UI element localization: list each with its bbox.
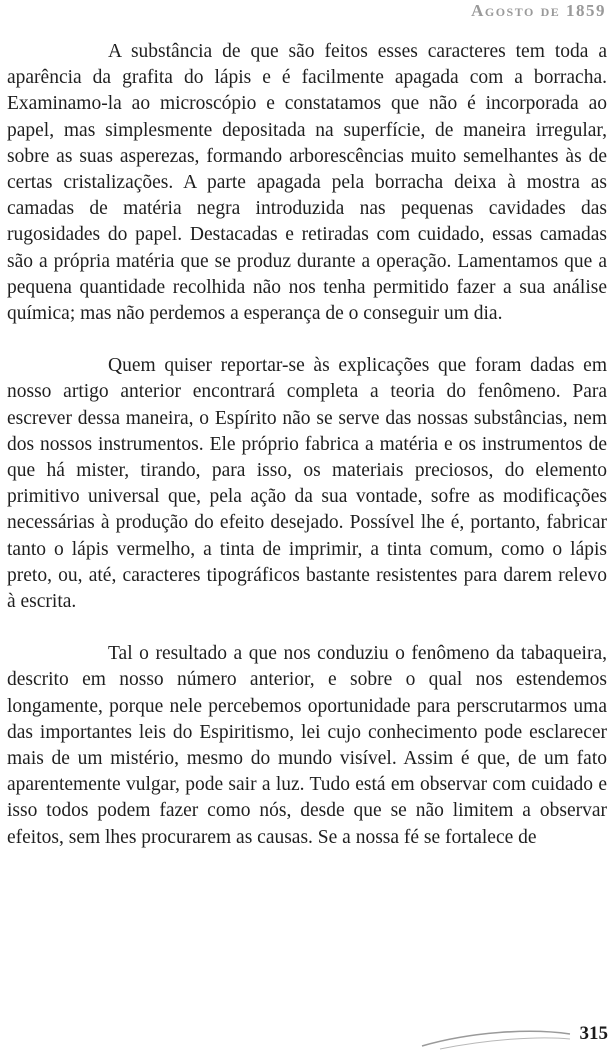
paragraph-1: A substância de que são feitos esses caracteres tem toda a aparência da grafita do lápis e é facilmente apagada com a borracha. Examinamo-la ao microscópio e constatamos que não é incorporada ao papel, mas simplesmente depositada na superfície, de maneira irregular, sobre as suas asperezas, formando arborescências muito semelhantes às de certas cristalizações. A parte apagada pela borracha deixa à mostra as camadas de matéria negra introduzida nas pequenas cavidades das rugosidades do papel. Destacadas e retiradas com cuidado, essas camadas são a própria matéria que se produz durante a operação. Lamentamos que a pequena quantidade recolhida não nos tenha permitido fazer a sua análise química; mas não perdemos a esperança de o conseguir um dia. (7, 41, 607, 325)
page-number: 315 (579, 1023, 608, 1044)
running-header: Agosto de 1859 (471, 1, 606, 20)
paragraph-3: Tal o resultado a que nos conduziu o fenômeno da tabaqueira, descrito em nosso número anterior, e sobre o qual nos estendemos longamente, porque nele percebemos oportunidade para perscrutarmos uma das importantes leis do Espiritismo, lei cujo conhecimento pode esclarecer mais de um mistério, mesmo do mundo visível. Assim é que, de um fato aparentemente vulgar, pode sair a luz. Tudo está em observar com cuidado e isso todos podem fazer como nós, desde que se não limitem a observar efeitos, sem lhes procurarem as causas. Se a nossa fé se fortalece de (7, 643, 607, 848)
page-body (7, 39, 607, 851)
paragraph-2: Quem quiser reportar-se às explicações que foram dadas em nosso artigo anterior encontrará completa a teoria do fenômeno. Para escrever dessa maneira, o Espírito não se serve das nossas substâncias, nem dos nossos instrumentos. Ele próprio fabrica a matéria e os instrumentos de que há mister, tirando, para isso, os materiais preciosos, do elemento primitivo universal que, pela ação da sua vontade, sofre as modificações necessárias à produção do efeito desejado. Possível lhe é, portanto, fabricar tanto o lápis vermelho, a tinta de imprimir, a tinta comum, como o lápis preto, ou, até, caracteres tipográficos bastante resistentes para darem relevo à escrita. (7, 355, 607, 613)
